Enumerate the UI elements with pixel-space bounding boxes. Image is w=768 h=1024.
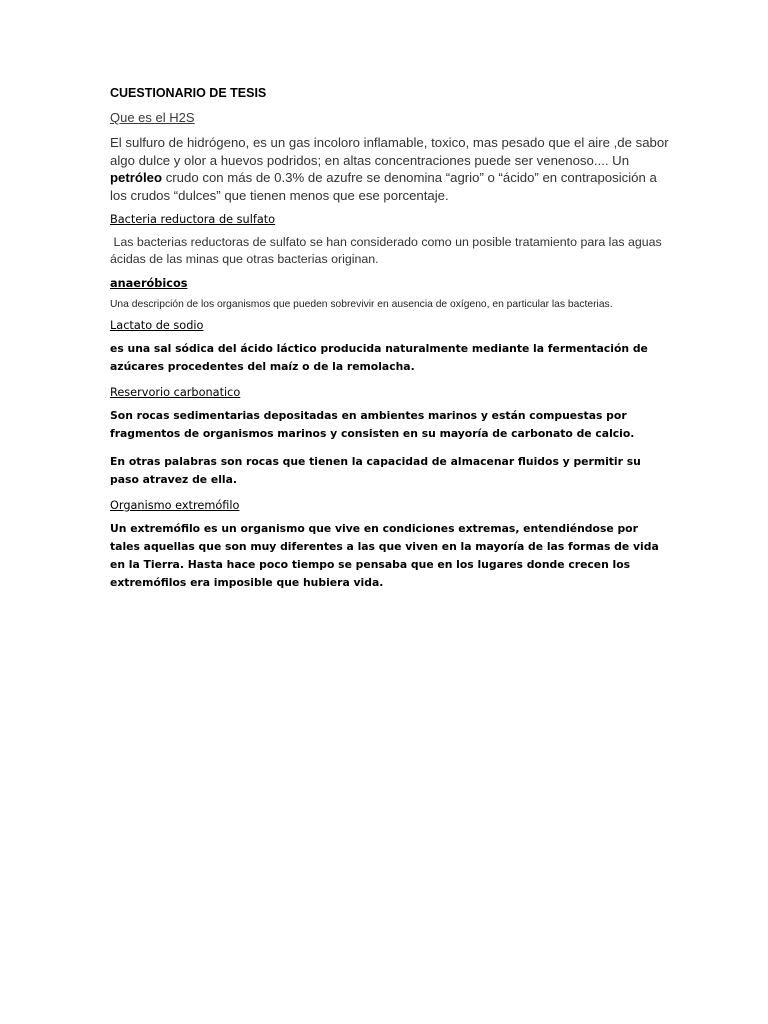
reservorio-paragraph-2: En otras palabras son rocas que tienen la capacidad de almacenar fluidos y permitir su paso atravez de ella.	[110, 455, 641, 486]
h2s-bold-word: petróleo	[110, 170, 163, 185]
reservorio-heading: Reservorio carbonatico	[110, 386, 241, 399]
lactato-paragraph: es una sal sódica del ácido láctico producida naturalmente mediante la fermentación de azúcares procedentes del maíz o de la remolacha.	[110, 342, 648, 373]
bacteria-paragraph: Las bacterias reductoras de sulfato se han considerado como un posible tratamiento para las aguas ácidas de las minas que otras bacterias originan.	[110, 235, 666, 266]
extremofilo-paragraph: Un extremófilo es un organismo que vive en condiciones extremas, entendiéndose por tales aquellas que son muy diferentes a las que viven en la mayoría de las formas de vida en la Tierra. Hasta hace poco tiempo se pensaba que en los lugares donde crecen los extremófilos era imposible que hubiera vida.	[110, 522, 659, 589]
anaerobicos-heading: anaeróbicos	[110, 277, 188, 290]
lactato-heading: Lactato de sodio	[110, 319, 204, 332]
document-title: CUESTIONARIO DE TESIS	[110, 86, 267, 100]
bacteria-heading: Bacteria reductora de sulfato	[110, 213, 276, 226]
h2s-text-after: crudo con más de 0.3% de azufre se denomina “agrio” o “ácido” en contraposición a los crudos “dulces” que tienen menos que ese porcentaje.	[110, 170, 657, 203]
extremofilo-heading: Organismo extremófilo	[110, 499, 240, 512]
reservorio-paragraph-1: Son rocas sedimentarias depositadas en ambientes marinos y están compuestas por fragmentos de organismos marinos y consisten en su mayoría de carbonato de calcio.	[110, 409, 635, 440]
h2s-paragraph	[110, 134, 670, 204]
anaerobicos-paragraph: Una descripción de los organismos que pueden sobrevivir en ausencia de oxígeno, en particular las bacterias.	[110, 299, 613, 310]
document-page	[110, 86, 670, 602]
h2s-text-before: El sulfuro de hidrógeno, es un gas incoloro inflamable, toxico, mas pesado que el aire ,de sabor algo dulce y olor a huevos podridos; en altas concentraciones puede ser venenoso.... Un	[110, 135, 669, 168]
h2s-heading: Que es el H2S	[110, 110, 195, 125]
